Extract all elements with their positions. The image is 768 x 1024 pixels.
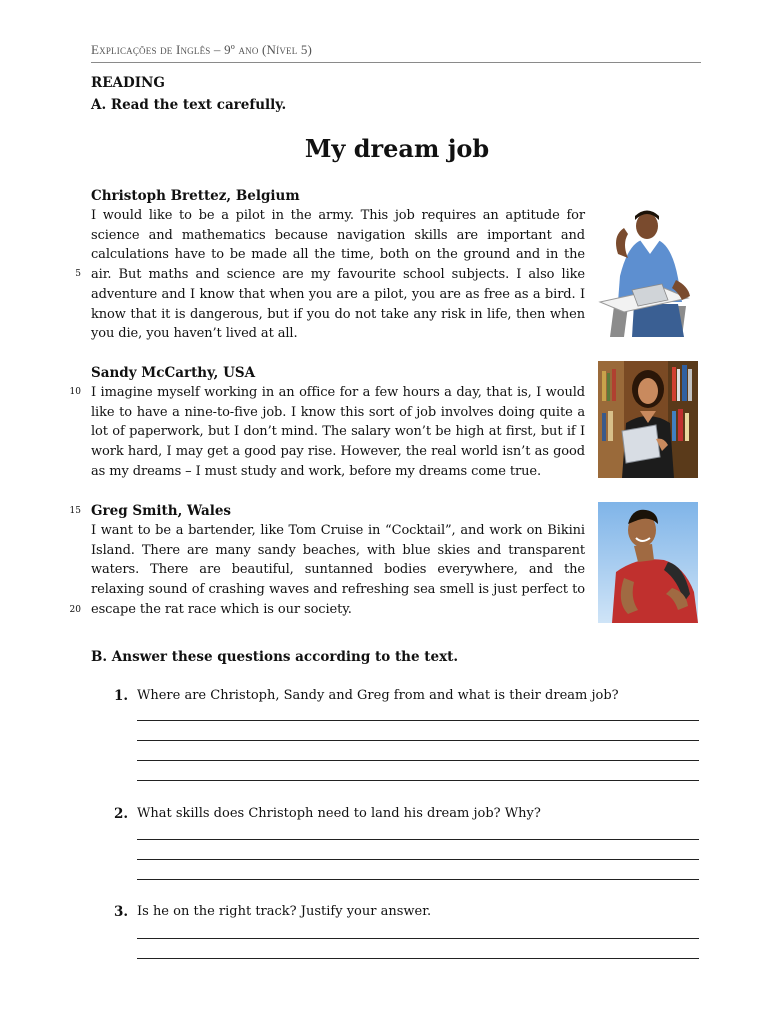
entry-greg [91,501,585,620]
entry-sandy [91,363,585,482]
entry-text: I would like to be a pilot in the army. This job requires an aptitude for science and mathematics because navigation skills are important and calculations have to be made all the time, both on the ground and in the air. But maths and science are my favourite school subjects. I also like adventure and I know that when you are a pilot, you are as free as a bird. I know that it is dangerous, but if you do not take any risk in life, then when you die, you haven’t lived at all. [91,208,585,342]
question-number: 3. [114,904,129,920]
line-number: 10 [69,387,81,397]
entry-name: Christoph Brettez, Belgium [91,188,300,204]
man-backpack-photo [598,502,698,623]
questions-heading: B. Answer these questions according to the text. [91,649,459,665]
entry-christoph [91,186,585,344]
entry-text: I imagine myself working in an office for a few hours a day, that is, I would like to have a nine-to-five job. I know this sort of job involves doing quite a lot of paperwork, but I don’t mind. The salary won’t be high at first, but if I work hard, I may get a good pay rise. However, the real world isn’t as good as my dreams – I must study and work, before my dreams come true. [91,385,585,479]
reading-heading: READING [91,75,165,91]
entry-name: Sandy McCarthy, USA [91,365,256,381]
student-photo [598,206,698,337]
entry-text: I want to be a bartender, like Tom Cruise in “Cocktail”, and work on Bikini Island. There are many sandy beaches, with blue skies and transparent waters. There are beautiful, suntanned bodies everywhere, and the relaxing sound of crashing waves and refreshing sea smell is just perfect to escape the rat race which is our society. [91,523,585,617]
answer-line[interactable] [137,720,699,721]
woman-library-photo [598,361,698,478]
question-number: 2. [114,806,129,822]
entry-name: Greg Smith, Wales [91,503,232,519]
answer-line[interactable] [137,958,699,959]
question-text: What skills does Christoph need to land his dream job? Why? [137,806,541,821]
line-number: 5 [75,269,81,279]
page-header: Explicações de Inglês – 9º ano (Nível 5) [91,42,313,57]
line-number: 20 [69,605,81,615]
answer-line[interactable] [137,859,699,860]
answer-line[interactable] [137,938,699,939]
question-text: Is he on the right track? Justify your answer. [137,904,432,919]
question-text: Where are Christoph, Sandy and Greg from and what is their dream job? [137,688,619,703]
answer-line[interactable] [137,740,699,741]
answer-line[interactable] [137,839,699,840]
header-divider [91,62,701,63]
reading-instruction: A. Read the text carefully. [91,97,287,113]
answer-line[interactable] [137,780,699,781]
question-number: 1. [114,688,129,704]
page-title: My dream job [304,134,490,163]
answer-line[interactable] [137,760,699,761]
line-number: 15 [69,506,81,516]
answer-line[interactable] [137,879,699,880]
